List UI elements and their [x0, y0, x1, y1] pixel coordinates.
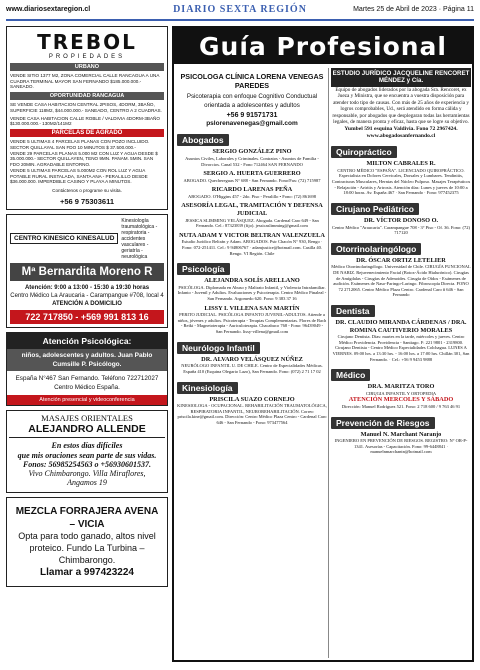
kine-name: PRISCILA SUAZO CORNEJO	[209, 395, 295, 403]
mezcla-title: MEZCLA FORRAJERA AVENA – VICIA	[15, 506, 159, 531]
medico-name: DRA. MARITZA TORO	[367, 383, 435, 391]
otorrino-detail: Médico Otorrinolaringólogo. Universidad de Chile. CIRUGÍA FUNCIONAL DE NARIZ. Rejuvenecimiento Facial (Botox-Ácido Hialurónico). Cirugías de Amígdalas - Cirugías de Adenoides. Cirugía de Oídos - Exámenes de audición. Exámenes de Naso-Faringo-Laringo. Fibroscopía Directa. FONO 72 2712065. Centro Médico Plaza Centro. Cardenal Caro # 646 - San Fernando	[331, 264, 471, 298]
mezcla-text: Opta para todo ganado, altos nivel proteico. Fundo La Turbina –Chimbarongo.	[18, 531, 156, 565]
medico-days: ATENCIÓN MERCOLES Y SÁBADO	[348, 396, 454, 404]
ciru-name: DR. VÍCTOR DONOSO O.	[363, 216, 439, 224]
listing-1: VENDE SITIO 1377 M2, ZONA COMERCIAL CALLE RANCAGUA A UNA CUADRA TERMINAL MAYOR SAN FERNANDO $185.000.000.- SANEADO.	[10, 73, 160, 90]
kinesalud-name: Mª Bernardita Moreno R	[10, 263, 164, 281]
kinesalud-logo: CENTRO KINESICO KINESALUD	[10, 233, 118, 244]
kinesalud-ad	[6, 214, 168, 328]
medico-tag: Médico	[331, 369, 370, 381]
listing-4: VENDE 5 ULTIMAS 4 PARCELAS PLANAS CON POZO INCLUIDO. SECTOR QUILLAYAL SAN FDO 10 MINUTOS $ 37.500.000.-	[10, 139, 150, 150]
mezcla-block	[10, 501, 164, 583]
abogado-name: SERGIO A. HUERTA GUERRERO	[203, 170, 301, 178]
estudio-contact[interactable]: Yumbel 591 esquina Valdivia. Fono 72 2967424. www.abogadosanfernando.cl	[344, 125, 458, 139]
listing-3: VENDE CASA HABITACION CALLE ROBLE / VALDIVIA 4DORM-3BAÑO $130.000.000.- 130M2/141M2	[10, 115, 160, 127]
parcelas-bar: PARCELAS DE AGRADO	[10, 129, 164, 137]
riesgos-detail: INGENIERO EN PREVENCIÓN DE RIESGOS. REGISTRO: N° OR-P-1341. Asesorías - Capacitación. Fono: 99-6448841 · manuelnmarchantn@hotmail.com	[334, 438, 468, 455]
estudio-text: Equipo de abogados liderados por la abogada Sra. Rencoret, ex Jueza y Ministra, que se encuentra a vuestra disposición para atender todo tipo de causas. Con más de 25 años de experiencia y logros comprobables, Ud., será atendido en forma cálida y responsable, por abogados que desplegaran todas las herramientas legales, de manera pronta y eficaz, hasta que se logre su objetivo.	[332, 86, 470, 126]
estudio-entry	[331, 87, 471, 139]
dentista-tag: Dentista	[331, 305, 375, 317]
abogado-name: NUTA ADAM Y VICTOR BELTRAN VALENZUELA	[179, 231, 325, 239]
abogado-entry	[177, 186, 327, 199]
abogado-entry	[177, 202, 327, 228]
abogado-entry	[177, 170, 327, 183]
oportunidad-bar: OPORTUNIDAD RANCAGUA	[10, 92, 164, 100]
guia-title: Guía Profesional	[174, 28, 472, 64]
abogado-name: SERGIO GONZÁLEZ PINO	[212, 148, 292, 156]
trebol-logo: TREBOL	[37, 30, 137, 54]
abogado-detail: Asuntos Civiles, Laborales y Criminales. Contratos - Asuntos de Familia - Divorcios. Canal 532 - Fono 712464 SAN FERNANDO	[185, 155, 319, 167]
medico-entry	[331, 383, 471, 409]
psicologia-tag: Psicología	[177, 263, 230, 275]
mezcla-ad	[6, 497, 168, 587]
neuro-detail: NEURÓLOGO INFANTIL U. DE CHILE. Centro de Especialidades Médicas. España 410 (Esquina Olegario Lazo), San Fernando. Fono: (072) 2 71 17 02	[181, 363, 323, 374]
riesgos-tag: Prevención de Riesgos	[331, 417, 435, 429]
masajes-name: ALEJANDRO ALLENDE	[9, 423, 165, 438]
neuro-name: DR. ALVARO VELÁSQUEZ NÚÑEZ	[201, 355, 303, 363]
kinesalud-phones[interactable]: 722 717850 - +569 991 813 16	[10, 310, 164, 324]
masajes-text	[9, 438, 165, 490]
psicologia-name: ALEJANDRA SOLÍS ARELLANO	[204, 277, 300, 285]
trebol-ad	[6, 26, 168, 210]
clinica-phone[interactable]: +56 9 91571731	[226, 112, 278, 120]
guia-profesional	[172, 26, 474, 662]
contact-text: Contáctenos o programe su visita.	[52, 188, 122, 194]
riesgos-entry	[331, 431, 471, 455]
neuro-entry	[177, 356, 327, 375]
kine-tag: Kinesiología	[177, 382, 238, 394]
medico-detail: CIRUGIA INFANTIL Y ORTOPEDIA	[365, 390, 437, 396]
psicologia-name: LISSY I. VILLENA SAN MARTÍN	[204, 304, 300, 312]
kinesalud-hours: Atención: 9:00 a 13:00 - 15:30 a 19:30 horas	[24, 284, 150, 291]
dentista-name: DR. CLAUDIO MIRANDA CÁRDENAS / DRA. ROMINA CAUTIVERIO MORALES	[335, 319, 467, 334]
page-header	[0, 0, 480, 18]
clinica-body: Psicoterapia con enfoque Cognitivo Conductual orientada a adolescentes y adultos	[186, 93, 318, 109]
abogado-detail: ABOGADO. Quechereguas N° 688 - San Fernando. Fono/Fax: (72) 715987	[183, 177, 321, 183]
estudio-banner: ESTUDIO JURÍDICO JACQUELINE RENCORET MÉNDEZ y Cía.	[331, 68, 471, 87]
quiro-name: MILTON CABRALES R.	[366, 160, 436, 168]
abogado-name: RICARDO LARENAS PEÑA	[211, 186, 293, 194]
abogado-detail: ABOGADO. O'Higgins 457 - 2do. Piso - Peralillo • Fono: (72) 861698	[187, 193, 316, 199]
page-date: Martes 25 de Abril de 2023 · Página 11	[353, 5, 474, 13]
medico-address: Dirección: Manuel Rodríguez 521. Fono: 2 718 600 / 9 763 46 91	[341, 403, 461, 409]
trebol-subtitle: PROPIEDADES	[48, 54, 126, 60]
abogado-name: ASESORÍA LEGAL, TRAMITACIÓN Y DEFENSA JUDICIAL	[181, 202, 323, 218]
dentista-detail: Cirujano Dentista. Días: martes en la tarde, miércoles y jueves. Centro Médico Providencia. Providencia - Santiago. F: 221 9801 - 2319800. Cirujano Dentista - Centro Médico Especialidades Colchagua. LUNES A VIERNES. 09:00 hrs. a 13:30 hrs. - 16:00 hrs. a 17:00 hrs. Chillán 301, San Fernando. · Cel.: +56 9 9453 9888	[332, 334, 470, 362]
header-rule	[6, 19, 474, 21]
listing-2: SE VENDE CASA HABITACION CENTRAL 2PISOS, 4DORM, 3BAÑO, SUPERFICIE 118M2, $44.000.000.- SANEADO, CENTRO A 2 CUADRAS.	[10, 102, 162, 113]
quiro-detail: CENTRO MÉDICO "ESPAÑA". LICENCIADO QUIROPRÁCTICO. Especialista en Dolores Cervicales, Dorsales y Lumbares. Tendinitis, Contracturas Musculares, Hernias del Núcleo Pulposo. Masajes Terapéuticos - Relajación - Artritis y Artrosis. Atención días: Lunes y jueves de 10:00 a 18:00 horas. Av. España 467 · San Fernando · Fono: 977452375	[331, 167, 471, 196]
masajes-title: MASAJES ORIENTALES	[41, 413, 133, 424]
masajes-line-2: que mis oraciones sean parte de sus vidas.	[17, 450, 157, 460]
kinesalud-address: Centro Médico La Araucaria - Carampangue #708, local 4	[10, 292, 164, 299]
trebol-phone[interactable]: +56 9 75303611	[59, 196, 115, 206]
masajes-phones[interactable]: Fonos: 56985254563 o +56930601537.	[22, 459, 152, 469]
psicologia-entry	[177, 277, 327, 301]
kine-entry	[177, 396, 327, 426]
masajes-ad	[6, 410, 168, 493]
ciru-detail: Centro Médico "Araucaria". Carampangue 708 - 3° Piso - Of. 36. Fono: (72) 717120	[331, 224, 471, 236]
site-url[interactable]: www.diariosextaregion.cl	[6, 5, 91, 13]
clinica-title: PSICOLOGA CLÍNICA LORENA VENEGAS PAREDES	[180, 72, 324, 90]
kine-detail: KINESIOLOGA - OCUPACIONAL. REHABILITACIÓN TRAUMATOLÓGICA, RESPIRATORIA INFANTIL, NEUROREHABILITACIÓN. Correo priscila.kine@gmail.com. Dirección: Centro Médico Plaza Centro - Cardenal Caro 646 - San Fernando - Fono: 973477564	[177, 403, 327, 425]
psicologia-detail: PERITO JUDICIAL. PSICÓLOGA INFANTO JUVENIL-ADULTOS. Atiende a niños, jóvenes y adultos. Psicoterapia - Terapias Complementarias. Flores de Bach - Reiki - Magnetoterapia - Auriculoterapia. Chacabuco 768 - Fono: 96439049 - San Fernando. lissy-villena@gmail.com	[177, 312, 327, 335]
quiro-tag: Quiropráctico	[331, 146, 397, 158]
psico-ad	[6, 332, 168, 406]
kinesalud-home: ATENCIÓN A DOMICILIO	[52, 300, 122, 307]
guia-right	[331, 68, 471, 458]
neuro-tag: Neurólogo Infantil	[177, 342, 260, 354]
abogados-tag: Abogados	[177, 134, 229, 146]
abogado-entry	[177, 148, 327, 167]
listing-5: VENDE 29 PARCELAS PLANAS 5.000 M2 CON LUZ Y AGUA DESDE $ 35.000.000.- SECTOR QUILLAYEN, TENO 9MN. PANAM. 5MIN. SAN FDO 20MIN. AGRADABLE ENTORNO.	[10, 150, 158, 168]
psico-addr: España N°467 San Fernando. Teléfono 722712027 Centro Médico España.	[15, 375, 159, 392]
ciru-tag: Cirujano Pediátrico	[331, 203, 419, 215]
psico-foot: Atención presencial y videoconferencia	[7, 395, 167, 405]
psicologia-detail: PSICÓLOGA. Diplomada en Abuso y Maltrato Infantil, y Violencia Intrafamiliar. Infanto - Juvenil y Adultos. Evaluaciones y Psicoterapia. Centro Médico Pinaleal - San Fernando. Argomedo 620. Fono: 9 383 37 16	[177, 284, 327, 302]
otorrino-name: DR. ÓSCAR ORTIZ LETELIER	[356, 256, 446, 264]
otorrino-entry	[331, 257, 471, 298]
mezcla-phone[interactable]: Llamar a 997423224	[40, 567, 134, 579]
quiro-entry	[331, 160, 471, 196]
newspaper-title: DIARIO SEXTA REGIÓN	[173, 3, 307, 15]
masajes-line-1: En estos días difíciles	[51, 441, 123, 451]
otorrino-tag: Otorrinolaringólogo	[331, 243, 421, 255]
ciru-entry	[331, 217, 471, 236]
urbano-bar: URBANO	[10, 63, 164, 71]
abogado-detail: JESSICA SLIMMING VELÁSQUEZ. Abogada. Cardenal Caro 649 - San Fernando. Cel.: 87323839 (fijo). jessicaslimming@gmail.com	[185, 217, 319, 229]
masajes-place: Vivo Chimbarongo. Villa Miraflores, Angamos 19	[28, 469, 146, 488]
psicologia-entry	[177, 305, 327, 335]
dentista-entry	[331, 319, 471, 362]
psico-sub: niños, adolescentes y adultos. Juan Pablo Cumsille P. Psicólogo.	[7, 349, 167, 371]
column-divider	[328, 68, 329, 658]
abogado-entry	[177, 232, 327, 256]
abogado-detail: Estudio Jurídico Beltrán y Adam. ABOGADOS. Pstr Chacón N° 930, Rengo · Fono: 072-251411. Cel.: 9 94806767 · adamjustice@hotmail.com. Casilla 40. Rengo. VI Región. Chile	[181, 239, 323, 256]
guia-left	[177, 68, 327, 429]
riesgos-name: Manuel N. Marchant Naranjo	[360, 430, 442, 438]
psico-title: Atención Psicológica:	[7, 333, 167, 349]
left-column	[6, 26, 168, 591]
kinesalud-header	[10, 218, 164, 260]
listing-6: VENDE 5 ULTIMAS PARCELAS 5.000M2 CON ROL LUZ Y AGUA POTABLE RURAL INSTALADA, SANTA ANA - PERALILLO DESDE $36.000.000. IMPERDIBLE CASINO Y PLAYA A MINUTOS.	[10, 167, 148, 185]
clinica-mail[interactable]: pslorenavenegas@gmail.com	[206, 120, 298, 128]
kinesalud-services: Kinesiología traumatológica - respiratoria - accidentes vasculares - geriatría - neurológica	[121, 217, 158, 260]
